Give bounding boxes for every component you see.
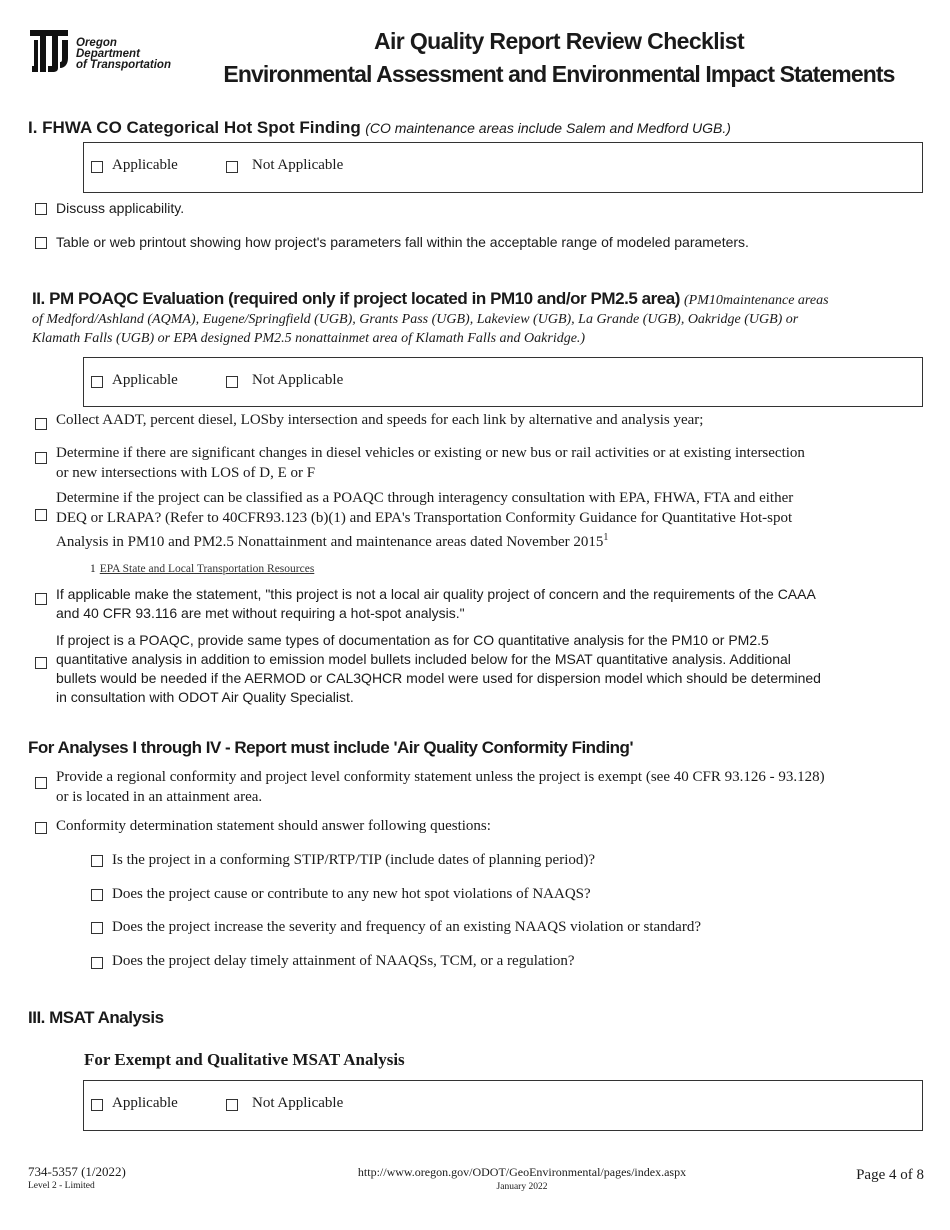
section-2-applicability-box [83, 357, 923, 407]
statement-line-2: and 40 CFR 93.116 are met without requiring a hot-spot analysis." [56, 605, 465, 621]
statement-checkbox[interactable] [35, 593, 47, 605]
table-printout-checkbox[interactable] [35, 237, 47, 249]
logo-line-1: Oregon [76, 37, 117, 49]
poaqc-doc-line-2: quantitative analysis in addition to emission model bullets included below for the MSAT quantitative analysis. Additional [56, 651, 791, 667]
regional-conformity-checkbox[interactable] [35, 777, 47, 789]
not-applicable-checkbox[interactable] [226, 161, 238, 173]
section-3-subheading: For Exempt and Qualitative MSAT Analysis [84, 1050, 405, 1069]
page-number: Page 4 of 8 [856, 1167, 924, 1183]
not-applicable-label: Not Applicable [252, 157, 344, 173]
logo-text [76, 38, 171, 71]
regional-conformity-line-1: Provide a regional conformity and project level conformity statement unless the project is exempt (see 40 CFR 93.126 - 93.128) [56, 769, 825, 785]
poaqc-classification-checkbox[interactable] [35, 509, 47, 521]
diesel-changes-line-1: Determine if there are significant changes in diesel vehicles or existing or new bus or rail activities or at existing intersection [56, 445, 805, 461]
discuss-applicability-text: Discuss applicability. [56, 200, 185, 216]
poaqc-doc-line-1: If project is a POAQC, provide same types of documentation as for CO quantitative analysis for the PM10 or PM2.5 [56, 632, 769, 648]
section-2-note: (PM10maintenance areas [684, 293, 829, 308]
collect-aadt-text: Collect AADT, percent diesel, LOSby intersection and speeds for each link by alternative and analysis year; [56, 412, 704, 428]
applicable-label: Applicable [112, 372, 178, 388]
section-1-note: (CO maintenance areas include Salem and Medford UGB.) [365, 120, 731, 136]
section-3-applicability-box [83, 1080, 923, 1131]
applicable-checkbox[interactable] [91, 161, 103, 173]
statement-text [56, 585, 816, 623]
poaqc-line-2: DEQ or LRAPA? (Refer to 40CFR93.123 (b)(1) and EPA's Transportation Conformity Guidance for Quantitative Hot-spot [56, 510, 793, 526]
poaqc-documentation-text [56, 631, 821, 707]
question-1-text: Is the project in a conforming STIP/RTP/TIP (include dates of planning period)? [112, 852, 596, 868]
conformity-determination-checkbox[interactable] [35, 822, 47, 834]
footer-url[interactable]: http://www.oregon.gov/ODOT/GeoEnvironmental/pages/index.aspx [357, 1165, 687, 1179]
conformity-determination-text: Conformity determination statement should answer following questions: [56, 818, 491, 834]
epa-resources-link[interactable]: EPA State and Local Transportation Resources [99, 563, 315, 575]
applicable-label: Applicable [112, 157, 178, 173]
section-2-heading: II. PM POAQC Evaluation (required only if project located in PM10 and/or PM2.5 area) [32, 289, 681, 308]
regional-conformity-text [56, 767, 825, 807]
poaqc-classification-text [56, 488, 793, 552]
logo-line-2: Department [76, 48, 140, 60]
footer-date: January 2022 [496, 1182, 548, 1192]
question-2-checkbox[interactable] [91, 889, 103, 901]
footnote [90, 559, 314, 577]
analyses-heading: For Analyses I through IV - Report must include 'Air Quality Conformity Finding' [28, 738, 633, 757]
poaqc-line-3-text: Analysis in PM10 and PM2.5 Nonattainment and maintenance areas dated November 2015 [56, 534, 604, 550]
applicable-label: Applicable [112, 1095, 178, 1111]
poaqc-line-1: Determine if the project can be classified as a POAQC through interagency consultation with EPA, FHWA, FTA and either [56, 490, 794, 506]
section-2-heading-row [32, 289, 829, 309]
poaqc-doc-line-3: bullets would be needed if the AERMOD or CAL3QHCR model were used for dispersion model which should be determined [56, 670, 821, 686]
regional-conformity-line-2: or is located in an attainment area. [56, 789, 263, 805]
diesel-changes-text [56, 443, 805, 483]
question-4-text: Does the project delay timely attainment of NAAQSs, TCM, or a regulation? [112, 953, 575, 969]
poaqc-documentation-checkbox[interactable] [35, 657, 47, 669]
discuss-applicability-checkbox[interactable] [35, 203, 47, 215]
applicable-checkbox[interactable] [91, 1099, 103, 1111]
form-number: 734-5357 (1/2022) [28, 1164, 126, 1179]
not-applicable-checkbox[interactable] [226, 376, 238, 388]
statement-line-1: If applicable make the statement, "this project is not a local air quality project of concern and the requirements of the CAAA [56, 586, 816, 602]
page-title: Air Quality Report Review Checklist [373, 28, 745, 54]
question-1-checkbox[interactable] [91, 855, 103, 867]
footnote-number: 1 [90, 563, 96, 575]
access-level: Level 2 - Limited [28, 1181, 95, 1191]
not-applicable-label: Not Applicable [252, 1095, 344, 1111]
not-applicable-label: Not Applicable [252, 372, 344, 388]
table-printout-text: Table or web printout showing how project's parameters fall within the acceptable range of modeled parameters. [56, 234, 749, 250]
diesel-changes-line-2: or new intersections with LOS of D, E or F [56, 465, 316, 481]
section-2-note-line-2: of Medford/Ashland (AQMA), Eugene/Springfield (UGB), Grants Pass (UGB), Lakeview (UGB), La Grande (UGB), Oakridge (UGB) or [32, 312, 799, 327]
section-3-heading: III. MSAT Analysis [28, 1008, 164, 1027]
not-applicable-checkbox[interactable] [226, 1099, 238, 1111]
question-3-text: Does the project increase the severity and frequency of an existing NAAQS violation or standard? [112, 919, 701, 935]
collect-aadt-checkbox[interactable] [35, 418, 47, 430]
odot-logo-icon [28, 28, 72, 74]
question-2-text: Does the project cause or contribute to any new hot spot violations of NAAQS? [112, 886, 591, 902]
question-3-checkbox[interactable] [91, 922, 103, 934]
applicable-checkbox[interactable] [91, 376, 103, 388]
section-1-heading: I. FHWA CO Categorical Hot Spot Finding [28, 118, 361, 137]
poaqc-line-3 [56, 528, 793, 552]
footnote-marker: 1 [603, 532, 609, 543]
poaqc-doc-line-4: in consultation with ODOT Air Quality Specialist. [56, 689, 354, 705]
section-2-note-line-3: Klamath Falls (UGB) or EPA designed PM2.5 nonattainmet area of Klamath Falls and Oakridge.) [32, 331, 586, 346]
logo-line-3: of Transportation [76, 59, 171, 71]
diesel-changes-checkbox[interactable] [35, 452, 47, 464]
question-4-checkbox[interactable] [91, 957, 103, 969]
section-1-heading-row [28, 118, 731, 138]
page-subtitle: Environmental Assessment and Environmental Impact Statements [223, 61, 895, 87]
section-1-applicability-box [83, 142, 923, 193]
